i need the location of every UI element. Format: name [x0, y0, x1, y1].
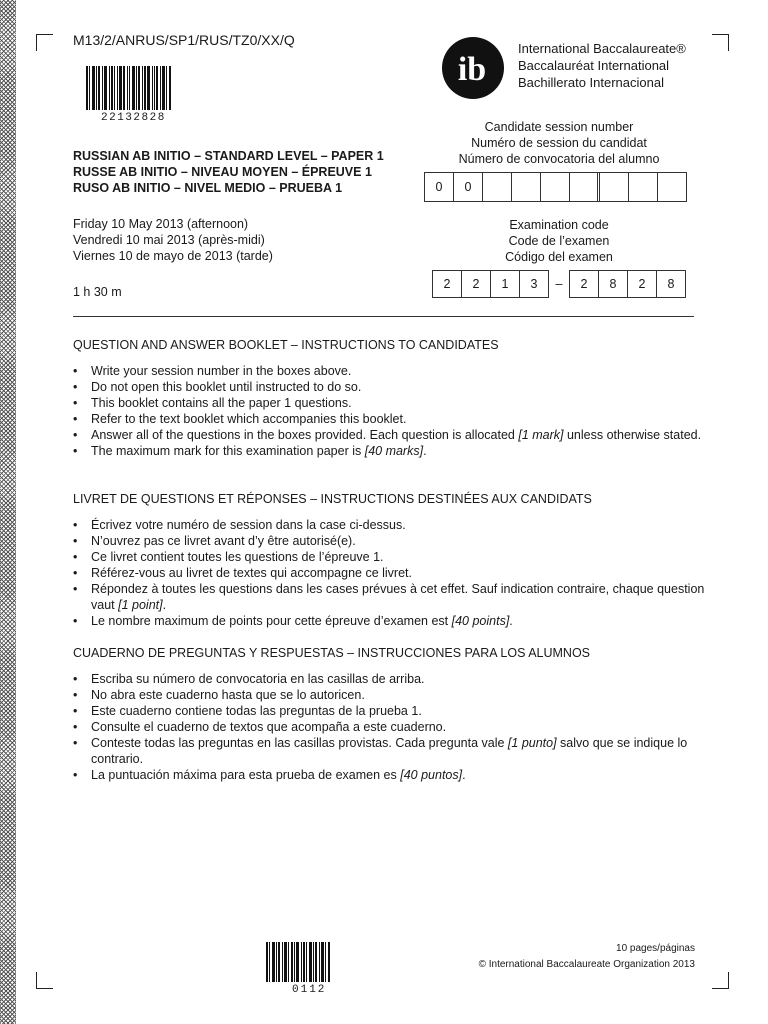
- title-fr: RUSSE AB INITIO – NIVEAU MOYEN – ÉPREUVE 1: [73, 165, 372, 179]
- instruction-text: Refer to the text booklet which accompanies this booklet.: [91, 412, 407, 426]
- session-box[interactable]: 0: [425, 173, 454, 201]
- barcode-bar: [301, 942, 302, 982]
- exam-code-group-2: [569, 270, 686, 298]
- crop-mark-bottom-left: [36, 972, 53, 989]
- exam-label-es: Código del examen: [505, 250, 613, 264]
- barcode-bar: [162, 66, 165, 110]
- barcode-bar: [109, 66, 110, 110]
- barcode-bar: [269, 942, 270, 982]
- barcode-bar: [147, 66, 150, 110]
- bottom-barcode-number: 0112: [292, 984, 327, 996]
- barcode-bar: [136, 66, 137, 110]
- header-divider: [73, 316, 694, 317]
- instruction-text: Référez-vous au livret de textes qui accompagne ce livret.: [91, 566, 412, 580]
- instruction-mark: [1 mark]: [518, 428, 564, 442]
- instruction-text-after: salvo que se indique lo contrario.: [91, 736, 688, 766]
- barcode-bar: [104, 66, 107, 110]
- instruction-text: Conteste todas las preguntas en las casillas provistas. Cada pregunta vale: [91, 736, 508, 750]
- exam-code-box: 1: [491, 271, 520, 297]
- barcode-bar: [129, 66, 130, 110]
- section-heading: LIVRET DE QUESTIONS ET RÉPONSES – INSTRUCTIONS DESTINÉES AUX CANDIDATS: [73, 492, 592, 506]
- exam-label-en: Examination code: [509, 218, 609, 232]
- barcode-bar: [86, 66, 88, 110]
- instruction-text-after: .: [162, 598, 167, 612]
- logo-lettering: ib: [457, 51, 487, 88]
- exam-label-fr: Code de l’examen: [508, 234, 610, 248]
- barcode-bar: [96, 66, 97, 110]
- instruction-item: [73, 613, 713, 629]
- barcode-bar: [319, 942, 320, 982]
- instruction-item: [73, 671, 713, 687]
- ib-logo-icon: [441, 36, 505, 100]
- barcode-bar: [313, 942, 314, 982]
- session-box[interactable]: [658, 173, 686, 201]
- barcode-bar: [282, 942, 283, 982]
- instruction-text: Escriba su número de convocatoria en las casillas de arriba.: [91, 672, 425, 686]
- candidate-session-labels: [424, 119, 694, 167]
- instruction-text-after: .: [509, 614, 513, 628]
- barcode-bar: [266, 942, 268, 982]
- barcode-bar: [325, 942, 326, 982]
- exam-dates: [73, 216, 273, 264]
- barcode-bar: [309, 942, 312, 982]
- barcode-bar: [166, 66, 167, 110]
- barcode-bar: [119, 66, 122, 110]
- instruction-item: [73, 549, 713, 565]
- instruction-mark: [40 puntos]: [400, 768, 463, 782]
- barcode-bar: [272, 942, 275, 982]
- instruction-text: This booklet contains all the paper 1 questions.: [91, 396, 352, 410]
- instruction-text: La puntuación máxima para esta prueba de examen es: [91, 768, 401, 782]
- barcode-bar: [284, 942, 287, 982]
- barcode-bar: [160, 66, 161, 110]
- cand-label-es: Número de convocatoria del alumno: [458, 152, 660, 166]
- session-box[interactable]: [541, 173, 570, 201]
- examination-code-labels: [424, 217, 694, 265]
- barcode-bar: [123, 66, 125, 110]
- instruction-item: [73, 687, 713, 703]
- instruction-text: Este cuaderno contiene todas las preguntas de la prueba 1.: [91, 704, 422, 718]
- crop-mark-top-right: [712, 34, 729, 51]
- org-name-en: International Baccalaureate®: [518, 41, 686, 56]
- paper-code: M13/2/ANRUS/SP1/RUS/TZ0/XX/Q: [73, 32, 295, 48]
- instruction-item: [73, 565, 713, 581]
- top-barcode: [86, 66, 171, 110]
- instruction-text: Ce livret contient toutes les questions de l’épreuve 1.: [91, 550, 384, 564]
- instruction-text: Answer all of the questions in the boxes provided. Each question is allocated: [91, 428, 519, 442]
- barcode-bar: [111, 66, 113, 110]
- instruction-text: N’ouvrez pas ce livret avant d’y être autorisé(e).: [91, 534, 356, 548]
- barcode-bar: [306, 942, 307, 982]
- date-es: Viernes 10 de mayo de 2013 (tarde): [73, 249, 273, 263]
- org-name-es: Bachillerato Internacional: [518, 75, 664, 90]
- barcode-bar: [144, 66, 146, 110]
- barcode-bar: [142, 66, 143, 110]
- instruction-text: Do not open this booklet until instructed to do so.: [91, 380, 362, 394]
- date-fr: Vendredi 10 mai 2013 (après-midi): [73, 233, 265, 247]
- instruction-item: [73, 517, 713, 533]
- instruction-item: [73, 411, 713, 427]
- exam-code-box: 8: [599, 271, 628, 297]
- barcode-bar: [154, 66, 155, 110]
- instruction-text: Écrivez votre numéro de session dans la case ci-dessus.: [91, 518, 406, 532]
- exam-code-separator: –: [555, 277, 563, 291]
- instruction-item: [73, 427, 713, 443]
- instruction-item: [73, 719, 713, 735]
- crop-mark-top-left: [36, 34, 53, 51]
- barcode-bar: [114, 66, 115, 110]
- session-box[interactable]: [570, 173, 600, 201]
- instructions-en: [73, 337, 713, 459]
- instruction-item: [73, 379, 713, 395]
- crop-mark-bottom-right: [712, 972, 729, 989]
- barcode-bar: [132, 66, 135, 110]
- instruction-list: [73, 517, 713, 629]
- barcode-bar: [321, 942, 324, 982]
- instruction-item: [73, 395, 713, 411]
- barcode-bar: [92, 66, 95, 110]
- footer: [479, 941, 695, 973]
- barcode-bar: [89, 66, 90, 110]
- barcode-bar: [315, 942, 317, 982]
- exam-duration: 1 h 30 m: [73, 285, 122, 299]
- barcode-bar: [303, 942, 305, 982]
- section-heading: QUESTION AND ANSWER BOOKLET – INSTRUCTIONS TO CANDIDATES: [73, 338, 499, 352]
- instruction-list: [73, 363, 713, 459]
- barcode-bar: [117, 66, 118, 110]
- session-box[interactable]: [483, 173, 512, 201]
- section-heading: CUADERNO DE PREGUNTAS Y RESPUESTAS – INSTRUCCIONES PARA LOS ALUMNOS: [73, 646, 591, 660]
- instruction-text: The maximum mark for this examination paper is: [91, 444, 365, 458]
- instruction-mark: [40 points]: [451, 614, 510, 628]
- cand-label-en: Candidate session number: [484, 120, 634, 134]
- barcode-bar: [288, 942, 289, 982]
- exam-titles: [73, 148, 384, 196]
- org-name-fr: Baccalauréat International: [518, 58, 670, 73]
- top-barcode-number: 22132828: [101, 112, 166, 124]
- candidate-session-number-boxes[interactable]: [424, 172, 687, 202]
- barcode-bar: [169, 66, 171, 110]
- barcode-bar: [156, 66, 158, 110]
- session-box[interactable]: [629, 173, 658, 201]
- organization-names: [518, 40, 686, 91]
- instruction-text: No abra este cuaderno hasta que se lo autoricen.: [91, 688, 365, 702]
- title-en: RUSSIAN AB INITIO – STANDARD LEVEL – PAPER 1: [73, 149, 384, 163]
- instruction-text: Consulte el cuaderno de textos que acompaña a este cuaderno.: [91, 720, 447, 734]
- page-count: 10 pages/páginas: [616, 943, 695, 954]
- instruction-text: Le nombre maximum de points pour cette épreuve d’examen est: [91, 614, 452, 628]
- instruction-mark: [1 point]: [118, 598, 163, 612]
- instruction-item: [73, 767, 713, 783]
- instructions-es: [73, 645, 713, 783]
- barcode-bar: [328, 942, 330, 982]
- instruction-mark: [40 marks]: [364, 444, 424, 458]
- date-en: Friday 10 May 2013 (afternoon): [73, 217, 249, 231]
- barcode-bar: [102, 66, 103, 110]
- instruction-item: [73, 735, 713, 767]
- instruction-mark: [1 punto]: [507, 736, 557, 750]
- instruction-item: [73, 533, 713, 549]
- instruction-text-after: .: [462, 768, 466, 782]
- barcode-bar: [98, 66, 100, 110]
- barcode-bar: [127, 66, 128, 110]
- instruction-text-after: unless otherwise stated.: [563, 428, 702, 442]
- instruction-item: [73, 581, 713, 613]
- barcode-bar: [296, 942, 299, 982]
- barcode-bar: [138, 66, 140, 110]
- instruction-text: Write your session number in the boxes above.: [91, 364, 352, 378]
- exam-code-box: 2: [570, 271, 599, 297]
- session-box[interactable]: 0: [454, 173, 483, 201]
- barcode-bar: [276, 942, 277, 982]
- exam-code-box: 2: [628, 271, 657, 297]
- barcode-bar: [291, 942, 293, 982]
- barcode-bar: [294, 942, 295, 982]
- bottom-barcode: [266, 942, 330, 982]
- copyright: © International Baccalaureate Organization 2013: [478, 959, 695, 970]
- examination-code-boxes: [432, 270, 686, 298]
- barcode-bar: [152, 66, 153, 110]
- exam-code-box: 2: [433, 271, 462, 297]
- instruction-list: [73, 671, 713, 783]
- title-es: RUSO AB INITIO – NIVEL MEDIO – PRUEBA 1: [73, 181, 343, 195]
- exam-code-box: 8: [667, 277, 675, 291]
- session-box[interactable]: [512, 173, 541, 201]
- instruction-item: [73, 703, 713, 719]
- exam-code-box: 3: [530, 277, 538, 291]
- instruction-text: Répondez à toutes les questions dans les cases prévues à cet effet. Sauf indication contraire, chaque question vaut: [91, 582, 705, 612]
- exam-code-box: 2: [462, 271, 491, 297]
- instructions-fr: [73, 491, 713, 629]
- instruction-item: [73, 443, 713, 459]
- exam-code-group-1: [432, 270, 549, 298]
- barcode-bar: [278, 942, 280, 982]
- session-box[interactable]: [600, 173, 629, 201]
- page-edge-pattern: [0, 0, 16, 1024]
- cand-label-fr: Numéro de session du candidat: [471, 136, 647, 150]
- instruction-text-after: .: [423, 444, 427, 458]
- instruction-item: [73, 363, 713, 379]
